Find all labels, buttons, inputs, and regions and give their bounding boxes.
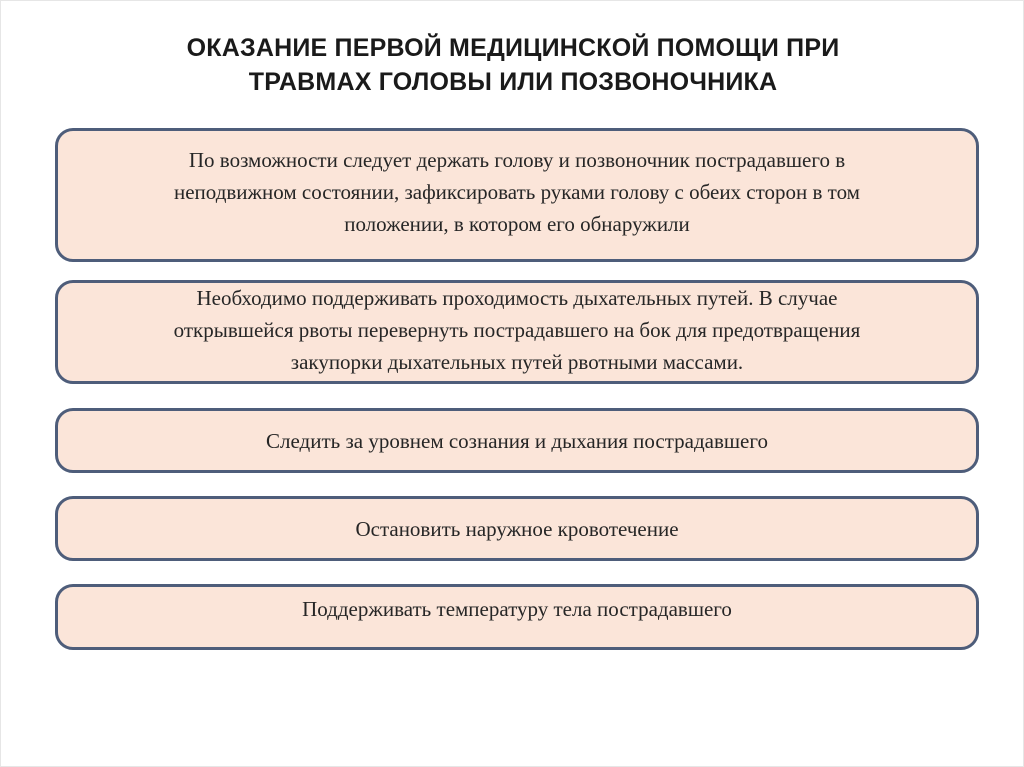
step-1-line-3: положении, в котором его обнаружили [344, 212, 690, 236]
step-box-5 [55, 584, 979, 650]
slide-title [1, 31, 1024, 99]
step-text-3: Следить за уровнем сознания и дыхания пострадавшего [266, 428, 768, 453]
step-text-2 [174, 282, 861, 378]
step-2-line-1: Необходимо поддерживать проходимость дыхательных путей. В случае [196, 286, 838, 310]
step-text-1 [174, 144, 860, 240]
title-line-2: ТРАВМАХ ГОЛОВЫ ИЛИ ПОЗВОНОЧНИКА [248, 68, 778, 96]
step-1-line-2: неподвижном состоянии, зафиксировать руками голову с обеих сторон в том [174, 180, 860, 204]
title-line-1: ОКАЗАНИЕ ПЕРВОЙ МЕДИЦИНСКОЙ ПОМОЩИ ПРИ [186, 34, 840, 62]
step-text-5: Поддерживать температуру тела пострадавшего [302, 597, 732, 621]
step-text-4: Остановить наружное кровотечение [355, 516, 679, 541]
step-1-line-1: По возможности следует держать голову и позвоночник пострадавшего в [188, 148, 846, 172]
step-2-line-2: открывшейся рвоты перевернуть пострадавшего на бок для предотвращения [173, 318, 861, 342]
step-2-line-3: закупорки дыхательных путей рвотными массами. [290, 350, 744, 374]
step-box-4 [55, 496, 979, 561]
step-box-3 [55, 408, 979, 473]
step-box-1 [55, 128, 979, 262]
step-box-2 [55, 280, 979, 384]
